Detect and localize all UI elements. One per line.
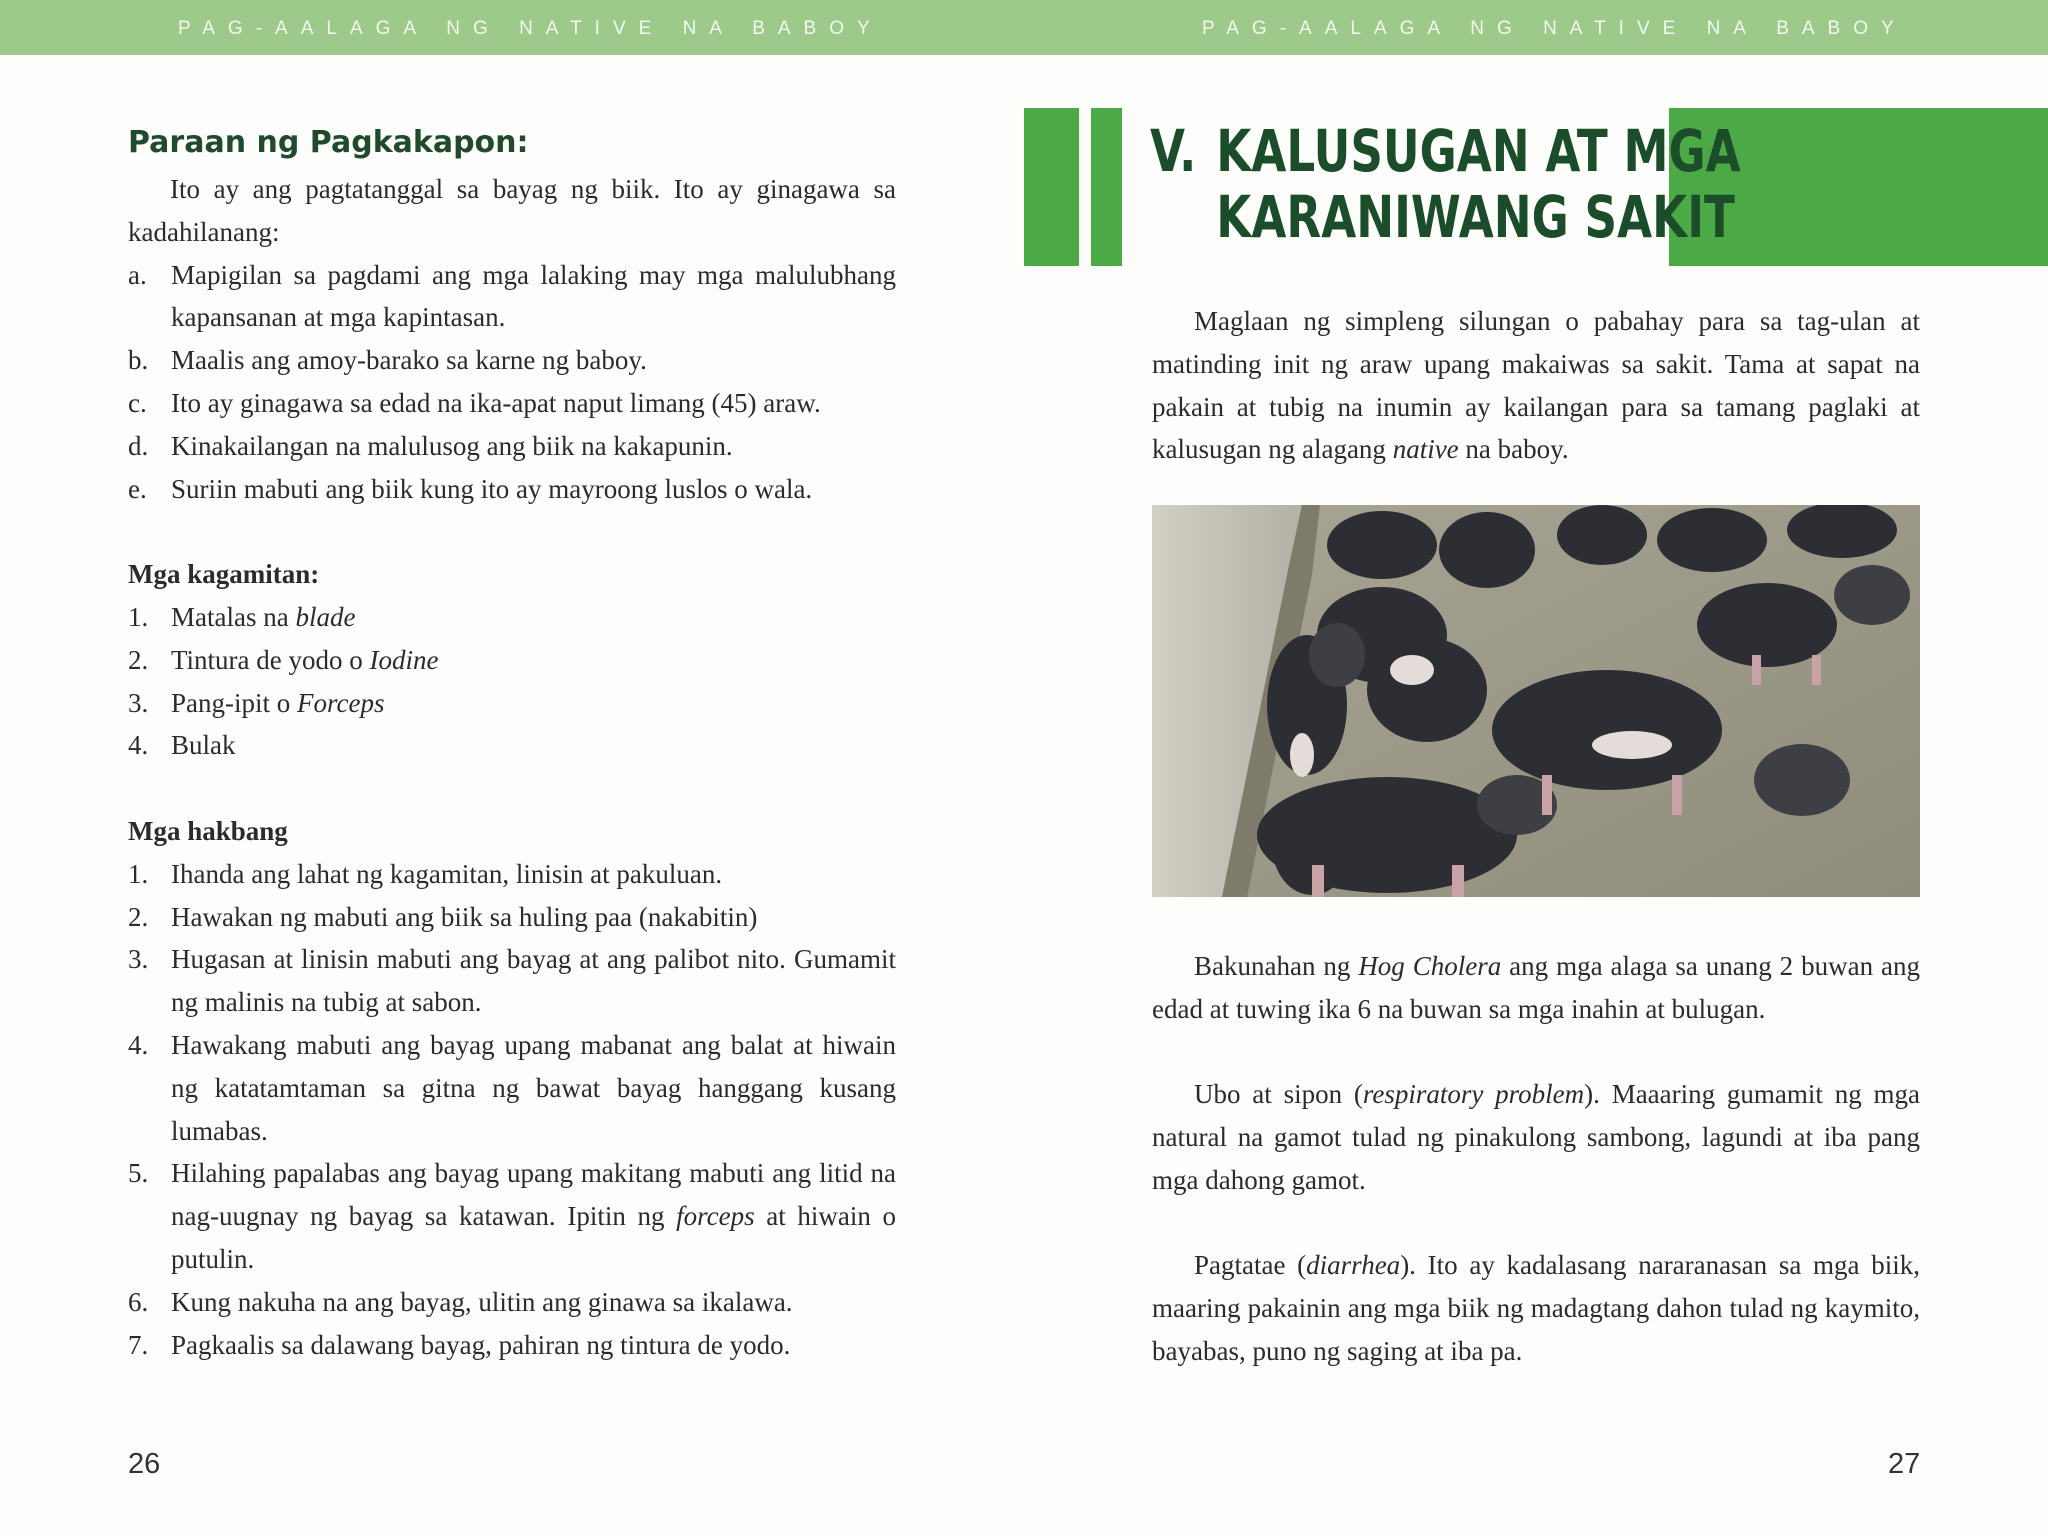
- pigs-photo: [1152, 505, 1920, 897]
- left-page-content: [128, 118, 896, 1366]
- steps-list: [128, 853, 896, 1367]
- list-item: 1. Ihanda ang lahat ng kagamitan, linisin at pakuluan.: [128, 858, 723, 889]
- list-item: 4. Bulak: [128, 730, 236, 761]
- list-item: 7. Pagkaalis sa dalawang bayag, pahiran ng tintura de yodo.: [128, 1329, 791, 1360]
- reasons-list: [128, 254, 896, 511]
- materials-heading: Mga kagamitan:: [128, 559, 320, 590]
- shelter-paragraph: Maglaan ng simpleng silungan o pabahay para sa tag-ulan at matinding init ng araw upang makaiwas sa sakit. Tama at sapat na pakain at tubig na inumin ay kailangan para sa tamang paglaki at kalusugan ng alagang native na baboy.: [1152, 306, 1920, 465]
- materials-list: [128, 596, 896, 767]
- list-item: 5. Hilahing papalabas ang bayag upang makitang mabuti ang litid na nag-uugnay ng bayag sa katawan. Ipitin ng forceps at hiwain o putulin.: [128, 1158, 896, 1274]
- chapter-accent-bar: [1024, 108, 1079, 266]
- list-item: 3. Hugasan at linisin mabuti ang bayag at ang palibot nito. Gumamit ng malinis na tubig at sabon.: [128, 944, 896, 1018]
- chapter-title: KALUSUGAN AT MGA KARANIWANG SAKIT: [1216, 117, 1741, 251]
- steps-heading: Mga hakbang: [128, 815, 288, 846]
- list-item: d. Kinakailangan na malulusog ang biik na kakapunin.: [128, 430, 733, 461]
- running-head-left: PAG-AALAGA NG NATIVE NA BABOY: [178, 18, 883, 39]
- chapter-accent-bar: [1091, 108, 1122, 266]
- vaccination-paragraph: Bakunahan ng Hog Cholera ang mga alaga sa unang 2 buwan ang edad at tuwing ika 6 na buwan sa mga inahin at bulugan.: [1152, 951, 1921, 1024]
- section-title: Paraan ng Pagkakapon:: [128, 125, 529, 160]
- list-item: 2. Hawakan ng mabuti ang biik sa huling paa (nakabitin): [128, 901, 758, 932]
- list-item: 4. Hawakang mabuti ang bayag upang mabanat ang balat at hiwain ng katatamtaman sa gitna ng bawat bayag hanggang kusang lumabas.: [128, 1029, 896, 1146]
- page-number-right: 27: [1888, 1448, 1921, 1480]
- list-item: 2. Tintura de yodo o Iodine: [128, 644, 439, 675]
- chapter-number: V.: [1150, 117, 1197, 185]
- list-item: 3. Pang-ipit o Forceps: [128, 687, 385, 718]
- list-item: e. Suriin mabuti ang biik kung ito ay mayroong luslos o wala.: [128, 473, 813, 504]
- running-head-right: PAG-AALAGA NG NATIVE NA BABOY: [1202, 18, 1907, 39]
- list-item: b. Maalis ang amoy-barako sa karne ng baboy.: [128, 345, 647, 376]
- respiratory-paragraph: Ubo at sipon (respiratory problem). Maaaring gumamit ng mga natural na gamot tulad ng pinakulong sambong, lagundi at iba pang mga dahong gamot.: [1152, 1079, 1920, 1195]
- page-number-left: 26: [128, 1448, 161, 1480]
- intro-paragraph: Ito ay ang pagtatanggal sa bayag ng biik. Ito ay ginagawa sa kadahilanang:: [128, 174, 896, 247]
- list-item: a. Mapigilan sa pagdami ang mga lalaking may mga malulubhang kapansanan at mga kapintasan.: [128, 259, 896, 333]
- list-item: 1. Matalas na blade: [128, 601, 356, 632]
- list-item: c. Ito ay ginagawa sa edad na ika-apat naput limang (45) araw.: [128, 387, 821, 418]
- list-item: 6. Kung nakuha na ang bayag, ulitin ang ginawa sa ikalawa.: [128, 1286, 793, 1317]
- diarrhea-paragraph: Pagtatae (diarrhea). Ito ay kadalasang nararanasan sa mga biik, maaring pakainin ang mga biik ng madagtang dahon tulad ng kaymito, bayabas, puno ng saging at iba pa.: [1152, 1250, 1920, 1366]
